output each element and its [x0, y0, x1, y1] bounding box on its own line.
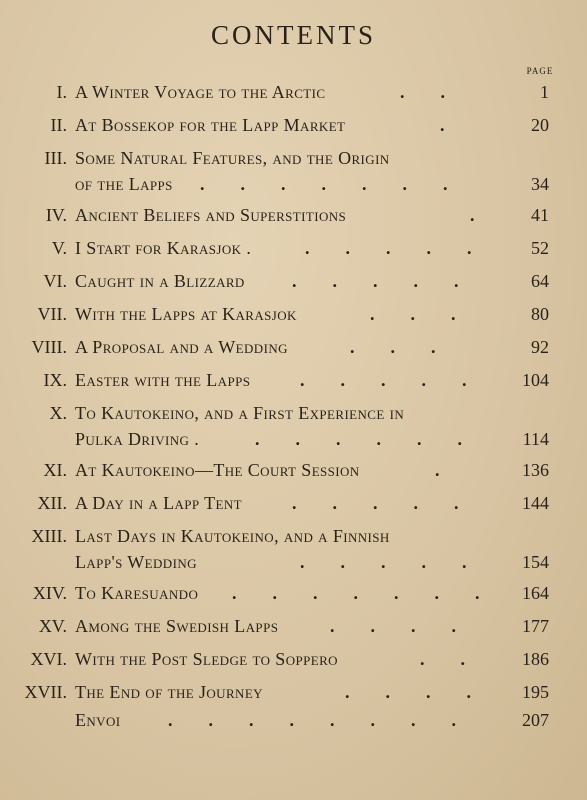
toc-line [0, 580, 587, 606]
chapter-number: XI. [43, 460, 67, 480]
chapter-title: Pulka Driving . [75, 429, 200, 449]
chapter-number: VIII. [31, 337, 67, 357]
page-number: 195 [522, 682, 549, 702]
chapter-number: XVI. [30, 649, 67, 669]
chapter-title: To Karesuando [75, 583, 199, 603]
leader-dots: . . . [350, 337, 436, 357]
page-number: 34 [531, 174, 549, 194]
chapter-number: IV. [45, 205, 67, 225]
leader-dots: . . . . . . . [200, 174, 448, 194]
page-number: 52 [531, 238, 549, 258]
toc-line [0, 301, 587, 327]
chapter-number: XIV. [32, 583, 67, 603]
toc-line [0, 235, 587, 261]
toc-line [0, 79, 587, 105]
page-number: 114 [522, 429, 549, 449]
chapter-title: A Proposal and a Wedding [75, 337, 288, 357]
leader-dots: . [435, 460, 440, 480]
toc-line [0, 490, 587, 516]
page-number: 177 [522, 616, 549, 636]
page-title: CONTENTS [211, 20, 376, 50]
chapter-number: III. [44, 148, 67, 168]
toc-line [0, 523, 587, 549]
leader-dots: . . . . . [300, 552, 467, 572]
chapter-title: A Winter Voyage to the Arctic [75, 82, 326, 102]
toc-line [0, 679, 587, 705]
leader-dots: . . . . [330, 616, 456, 636]
toc-line [0, 613, 587, 639]
page-number: 144 [522, 493, 549, 513]
chapter-title: of the Lapps [75, 174, 173, 194]
toc-line [0, 426, 587, 452]
chapter-title: Envoi [75, 710, 121, 730]
chapter-number: VI. [43, 271, 67, 291]
toc-line [0, 112, 587, 138]
chapter-number: V. [51, 238, 67, 258]
page-number: 104 [522, 370, 549, 390]
page-number: 164 [522, 583, 549, 603]
leader-dots: . . . [370, 304, 456, 324]
chapter-title: A Day in a Lapp Tent [75, 493, 242, 513]
toc-line [0, 457, 587, 483]
page-number: 20 [531, 115, 549, 135]
chapter-title: Caught in a Blizzard [75, 271, 245, 291]
leader-dots: . . . . . [300, 370, 467, 390]
leader-dots: . [470, 205, 475, 225]
toc-line [0, 334, 587, 360]
page-column-header: PAGE [526, 66, 554, 76]
leader-dots: . . . . . . [255, 429, 462, 449]
toc-line [0, 367, 587, 393]
chapter-number: XV. [38, 616, 67, 636]
leader-dots: . [440, 115, 445, 135]
page-number: 41 [531, 205, 549, 225]
page-number: 186 [522, 649, 549, 669]
chapter-number: IX. [43, 370, 67, 390]
chapter-title: With the Lapps at Karasjok [75, 304, 297, 324]
leader-dots: . . . . . [292, 493, 459, 513]
leader-dots: . . . . . [292, 271, 459, 291]
page-number: 64 [531, 271, 549, 291]
page-number: 92 [531, 337, 549, 357]
chapter-title: Easter with the Lapps [75, 370, 251, 390]
page-number: 154 [522, 552, 549, 572]
chapter-number: VII. [37, 304, 67, 324]
page-number: 80 [531, 304, 549, 324]
chapter-number: XII. [37, 493, 67, 513]
leader-dots: . . [400, 82, 445, 102]
chapter-title: Last Days in Kautokeino, and a Finnish [75, 526, 390, 546]
leader-dots: . . . . . . . . [168, 710, 456, 730]
chapter-number: II. [50, 115, 67, 135]
toc-line [0, 549, 587, 575]
leader-dots: . . . . . . . [232, 583, 480, 603]
chapter-title: With the Post Sledge to Soppero [75, 649, 338, 669]
chapter-number: I. [56, 82, 67, 102]
toc-line [0, 202, 587, 228]
chapter-title: I Start for Karasjok . [75, 238, 252, 258]
chapter-number: X. [49, 403, 67, 423]
leader-dots: . . . . . [305, 238, 472, 258]
chapter-number: XVII. [24, 682, 67, 702]
chapter-title: Lapp's Wedding [75, 552, 197, 572]
chapter-title: To Kautokeino, and a First Experience in [75, 403, 405, 423]
toc-line [0, 145, 587, 171]
page-number: 207 [522, 710, 549, 730]
toc-line [0, 646, 587, 672]
toc-line [0, 268, 587, 294]
leader-dots: . . [420, 649, 465, 669]
page-number: 1 [540, 82, 549, 102]
chapter-title: Among the Swedish Lapps [75, 616, 279, 636]
leader-dots: . . . . [345, 682, 471, 702]
page-number: 136 [522, 460, 549, 480]
chapter-title: The End of the Journey [75, 682, 263, 702]
toc-line [0, 171, 587, 197]
chapter-title: Ancient Beliefs and Superstitions [75, 205, 347, 225]
toc-line [0, 400, 587, 426]
chapter-number: XIII. [31, 526, 67, 546]
toc-line [0, 707, 587, 733]
chapter-title: At Bossekop for the Lapp Market [75, 115, 346, 135]
chapter-title: At Kautokeino—The Court Session [75, 460, 360, 480]
chapter-title: Some Natural Features, and the Origin [75, 148, 390, 168]
